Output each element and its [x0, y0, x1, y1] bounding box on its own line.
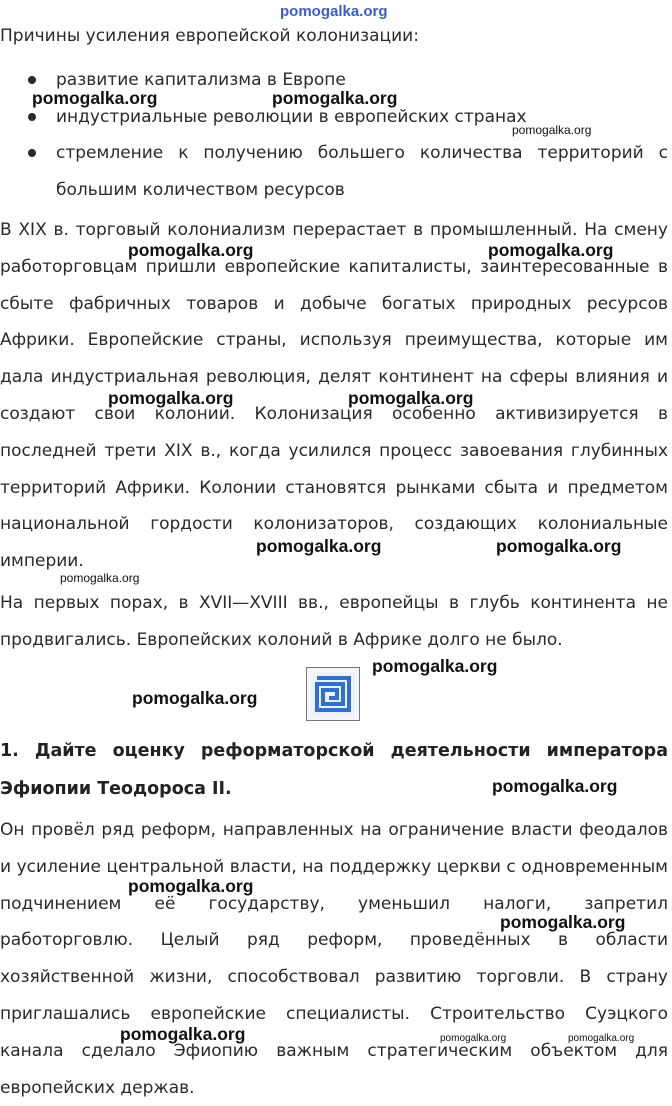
bullet-dot — [28, 149, 36, 157]
list-item: стремление к получению большего количества территорий с большим количеством ресурсов — [0, 135, 668, 208]
watermark-text: pomogalka.org — [128, 240, 254, 260]
watermark-text: pomogalka.org — [60, 571, 140, 585]
watermark-text: pomogalka.org — [500, 912, 626, 932]
watermark-text: pomogalka.org — [348, 388, 474, 408]
bullet-dot — [28, 76, 36, 84]
watermark-text: pomogalka.org — [280, 3, 388, 20]
paragraph-colonialism: В XIX в. торговый колониализм перерастает в промышленный. На смену работорговцам пришли европейские капиталисты, заинтересованные в сбыте фабричных товаров и добыче богатых природных ресурсов Африки. Европейские страны, используя преимущества, которые им дала индустриальная революция, делят континент на сферы влияния и создают свои колонии. Колонизация особенно активизируется в последней трети XIX в., когда усилился процесс завоевания глубинных территорий Африки. Колонии становятся рынками сбыта и предметом национальной гордости колонизаторов, создающих колониальные империи. — [0, 220, 668, 572]
watermark-text: pomogalka.org — [32, 88, 158, 108]
spiral-square-icon — [306, 667, 360, 721]
watermark-text: pomogalka.org — [372, 656, 498, 676]
intro-heading: Причины усиления европейской колонизации: — [0, 26, 419, 46]
watermark-text: pomogalka.org — [568, 1033, 635, 1044]
watermark-text: pomogalka.org — [272, 88, 398, 108]
watermark-text: pomogalka.org — [256, 536, 382, 556]
watermark-text: pomogalka.org — [108, 388, 234, 408]
bullet-dot — [28, 113, 36, 121]
watermark-text: pomogalka.org — [120, 1024, 246, 1044]
watermark-text: pomogalka.org — [496, 536, 622, 556]
watermark-text: pomogalka.org — [488, 240, 614, 260]
paragraph-early-period: На первых порах, в XVII—XVIII вв., европейцы в глубь континента не продвигались. Европейских колоний в Африке долго не было. — [0, 593, 668, 650]
watermark-text: pomogalka.org — [512, 123, 592, 137]
watermark-text: pomogalka.org — [492, 776, 618, 796]
watermark-text: pomogalka.org — [132, 688, 258, 708]
question-heading: 1. Дайте оценку реформаторской деятельности императора Эфиопии Теодороса II. — [0, 741, 668, 799]
list-item: индустриальные революции в европейских странах — [0, 99, 668, 136]
list-item: развитие капитализма в Европе — [0, 62, 668, 99]
watermark-text: pomogalka.org — [128, 876, 254, 896]
watermark-text: pomogalka.org — [440, 1033, 507, 1044]
answer-paragraph: Он провёл ряд реформ, направленных на ограничение власти феодалов и усиление центральной власти, на поддержку церкви с одновременным подчинением её государству, уменьшил налоги, запретил работорговлю. Целый ряд реформ, проведённых в области хозяйственной жизни, способствовал развитию торговли. В страну приглашались европейские специалисты. Строительство Суэцкого канала сделало Эфиопию важным стратегическим объектом для европейских держав. — [0, 820, 668, 1098]
